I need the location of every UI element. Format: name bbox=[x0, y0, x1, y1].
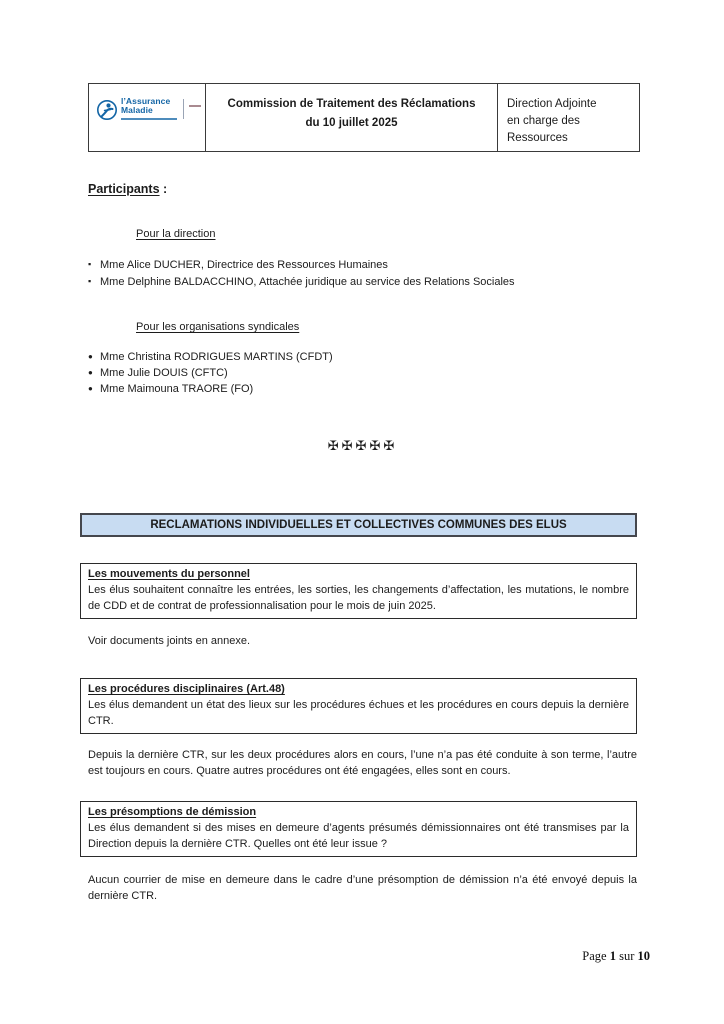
round-bullet-icon: ● bbox=[88, 352, 93, 361]
section-banner: RECLAMATIONS INDIVIDUELLES ET COLLECTIVES COMMUNES DES ELUS bbox=[80, 513, 637, 537]
list-item bbox=[88, 365, 637, 381]
claim-box-procedures bbox=[80, 678, 637, 734]
member-name: Mme Maimouna TRAORE (FO) bbox=[100, 383, 254, 395]
square-bullet-icon: ▪ bbox=[88, 276, 92, 286]
syndicales-member-list bbox=[88, 349, 637, 397]
logo-brand-line2: Maladie bbox=[121, 105, 153, 115]
logo-wordmark bbox=[121, 97, 177, 120]
logo-brand-line1: l’Assurance bbox=[121, 96, 171, 106]
member-name: Mme Christina RODRIGUES MARTINS (CFDT) bbox=[100, 351, 333, 363]
member-name: Mme Alice DUCHER, Directrice des Ressources Humaines bbox=[100, 259, 388, 271]
footer-page-label: Page bbox=[582, 949, 607, 963]
claim-body: Les élus demandent un état des lieux sur les procédures échues et les procédures en cours depuis la dernière CTR. bbox=[88, 699, 629, 727]
page-footer bbox=[582, 949, 650, 964]
header-logo-cell bbox=[89, 84, 206, 151]
list-item bbox=[88, 349, 637, 365]
direction-line1: Direction Adjointe bbox=[507, 98, 597, 110]
claim-title: Les mouvements du personnel bbox=[88, 568, 250, 580]
assurance-maladie-emblem-icon bbox=[96, 98, 118, 125]
direction-line2: en charge des Ressources bbox=[507, 115, 580, 144]
list-item bbox=[88, 381, 637, 397]
claim-title: Les présomptions de démission bbox=[88, 806, 257, 818]
cross-ornament-separator: ✠✠✠✠✠ bbox=[327, 438, 398, 453]
claim-body: Les élus souhaitent connaître les entrées, les sorties, les changements d’affectation, les mutations, le nombre de CDD et de contrat de professionnalisation pour le mois de juin 2025. bbox=[88, 584, 629, 612]
document-title-line1: Commission de Traitement des Réclamations bbox=[227, 98, 476, 110]
page-number-total: 10 bbox=[637, 949, 650, 963]
participants-heading bbox=[88, 182, 637, 196]
claim-body: Les élus demandent si des mises en demeure d’agents présumés démissionnaires ont été transmises par la Direction depuis la dernière CTR. Quelles ont été leur issue ? bbox=[88, 822, 629, 850]
subheading-direction: Pour la direction bbox=[136, 228, 216, 240]
claim-response: Aucun courrier de mise en demeure dans le cadre d’une présomption de démission n’a été envoyé depuis la dernière CTR. bbox=[88, 874, 637, 902]
claim-box-demission bbox=[80, 801, 637, 857]
document-title-line2: du 10 juillet 2025 bbox=[305, 117, 398, 129]
assurance-maladie-logo bbox=[96, 97, 201, 125]
list-item bbox=[88, 273, 637, 290]
round-bullet-icon: ● bbox=[88, 384, 93, 393]
participants-heading-word: Participants bbox=[88, 182, 160, 196]
claim-title: Les procédures disciplinaires (Art.48) bbox=[88, 683, 285, 695]
claim-response: Voir documents joints en annexe. bbox=[88, 635, 251, 647]
header-title-cell bbox=[206, 84, 498, 151]
member-name: Mme Delphine BALDACCHINO, Attachée juridique au service des Relations Sociales bbox=[100, 276, 515, 288]
subheading-syndicales: Pour les organisations syndicales bbox=[136, 321, 300, 333]
logo-side-decoration bbox=[189, 105, 201, 107]
participants-heading-colon: : bbox=[159, 182, 168, 196]
direction-member-list bbox=[88, 256, 637, 290]
list-item bbox=[88, 256, 637, 273]
claim-box-mouvements bbox=[80, 563, 637, 619]
footer-sur-label: sur bbox=[619, 949, 635, 963]
page-number-current: 1 bbox=[609, 949, 616, 963]
header-direction-cell bbox=[498, 84, 639, 151]
member-name: Mme Julie DOUIS (CFTC) bbox=[100, 367, 228, 379]
header-table bbox=[88, 83, 640, 152]
logo-tagline-decoration bbox=[121, 118, 177, 120]
round-bullet-icon: ● bbox=[88, 368, 93, 377]
claim-response: Depuis la dernière CTR, sur les deux procédures alors en cours, l’une n’a pas été conduite à son terme, l’autre est toujours en cours. Quatre autres procédures ont été engagées, elles sont en cours. bbox=[88, 749, 637, 777]
square-bullet-icon: ▪ bbox=[88, 259, 92, 269]
logo-divider bbox=[183, 99, 184, 119]
